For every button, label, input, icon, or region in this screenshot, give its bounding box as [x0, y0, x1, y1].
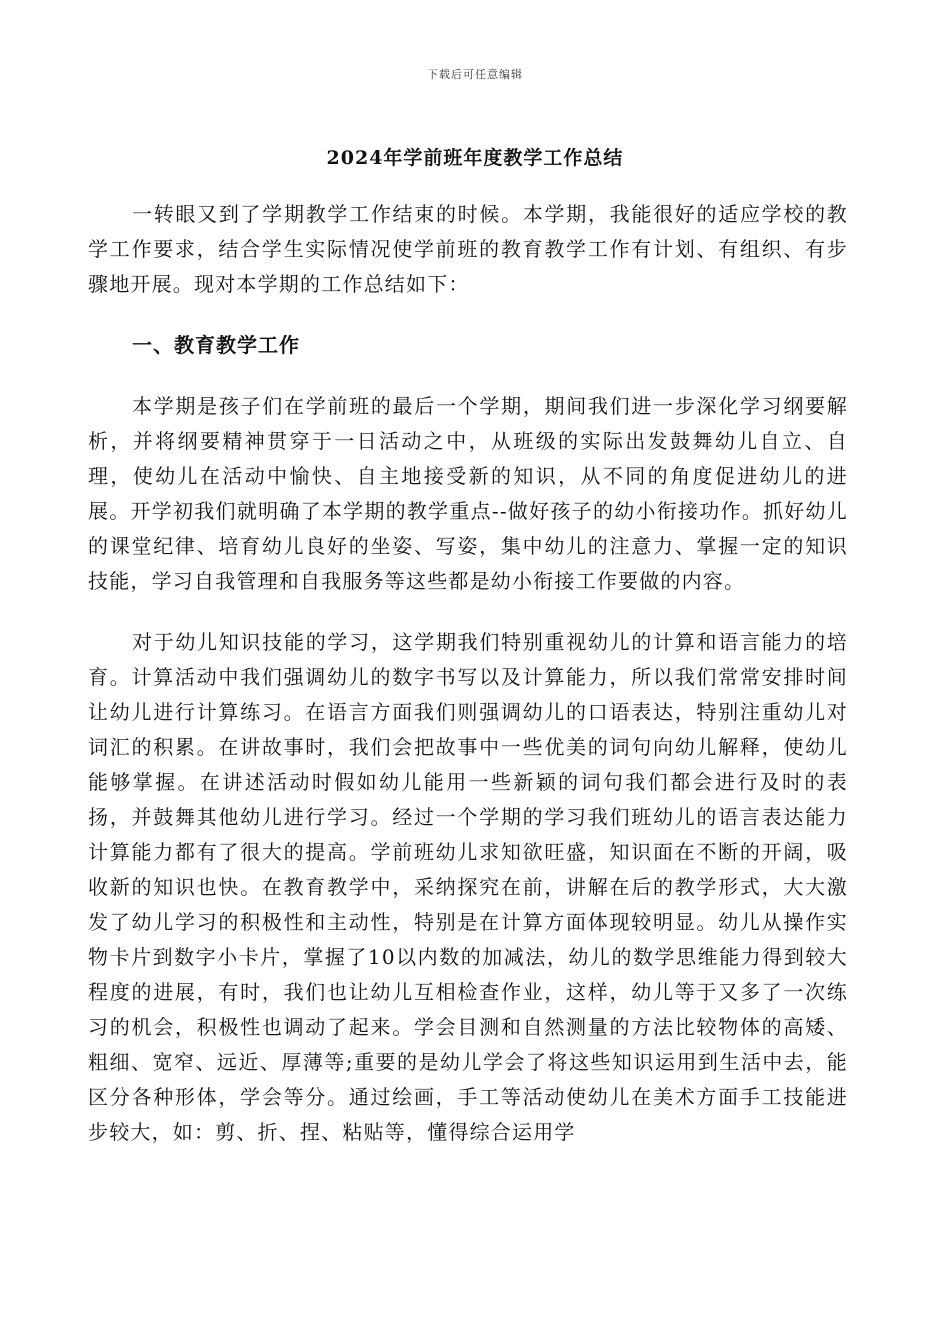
paragraph: 对于幼儿知识技能的学习，这学期我们特别重视幼儿的计算和语言能力的培育。计算活动中我们强调幼儿的数字书写以及计算能力，所以我们常常安排时间让幼儿进行计算练习。在语言方面我们则强调幼儿的口语表达，特别注重幼儿对词汇的积累。在讲故事时，我们会把故事中一些优美的词句向幼儿解释，使幼儿能够掌握。在讲述活动时假如幼儿能用一些新颖的词句我们都会进行及时的表扬，并鼓舞其他幼儿进行学习。经过一个学期的学习我们班幼儿的语言表达能力计算能力都有了很大的提高。学前班幼儿求知欲旺盛，知识面在不断的开阔，吸收新的知识也快。在教育教学中，采纳探究在前，讲解在后的教学形式，大大激发了幼儿学习的积极性和主动性，特别是在计算方面体现较明显。幼儿从操作实物卡片到数字小卡片，掌握了10以内数的加减法，幼儿的数学思维能力得到较大程度的进展，有时，我们也让幼儿互相检查作业，这样，幼儿等于又多了一次练习的机会，积极性也调动了起来。学会目测和自然测量的方法比较物体的高矮、粗细、宽窄、远近、厚薄等;重要的是幼儿学会了将这些知识运用到生活中去，能区分各种形体，学会等分。通过绘画，手工等活动使幼儿在美术方面手工技能进步较大，如：剪、折、捏、粘贴等，懂得综合运用学 — [88, 630, 848, 1144]
section-heading: 一、教育教学工作 — [132, 333, 300, 357]
document-body — [88, 197, 848, 1176]
header-note: 下载后可任意编辑 — [427, 68, 523, 81]
intro-paragraph: 一转眼又到了学期教学工作结束的时候。本学期，我能很好的适应学校的教学工作要求，结合学生实际情况使学前班的教育教学工作有计划、有组织、有步骤地开展。现对本学期的工作总结如下： — [88, 202, 848, 296]
document-title: 2024年学前班年度教学工作总结 — [326, 147, 624, 169]
paragraph: 本学期是孩子们在学前班的最后一个学期，期间我们进一步深化学习纲要解析，并将纲要精神贯穿于一日活动之中，从班级的实际出发鼓舞幼儿自立、自理，使幼儿在活动中愉快、自主地接受新的知识，从不同的角度促进幼儿的进展。开学初我们就明确了本学期的教学重点--做好孩子的幼小衔接功作。抓好幼儿的课堂纪律、培育幼儿良好的坐姿、写姿，集中幼儿的注意力、掌握一定的知识技能，学习自我管理和自我服务等这些都是幼小衔接工作要做的内容。 — [88, 394, 848, 593]
